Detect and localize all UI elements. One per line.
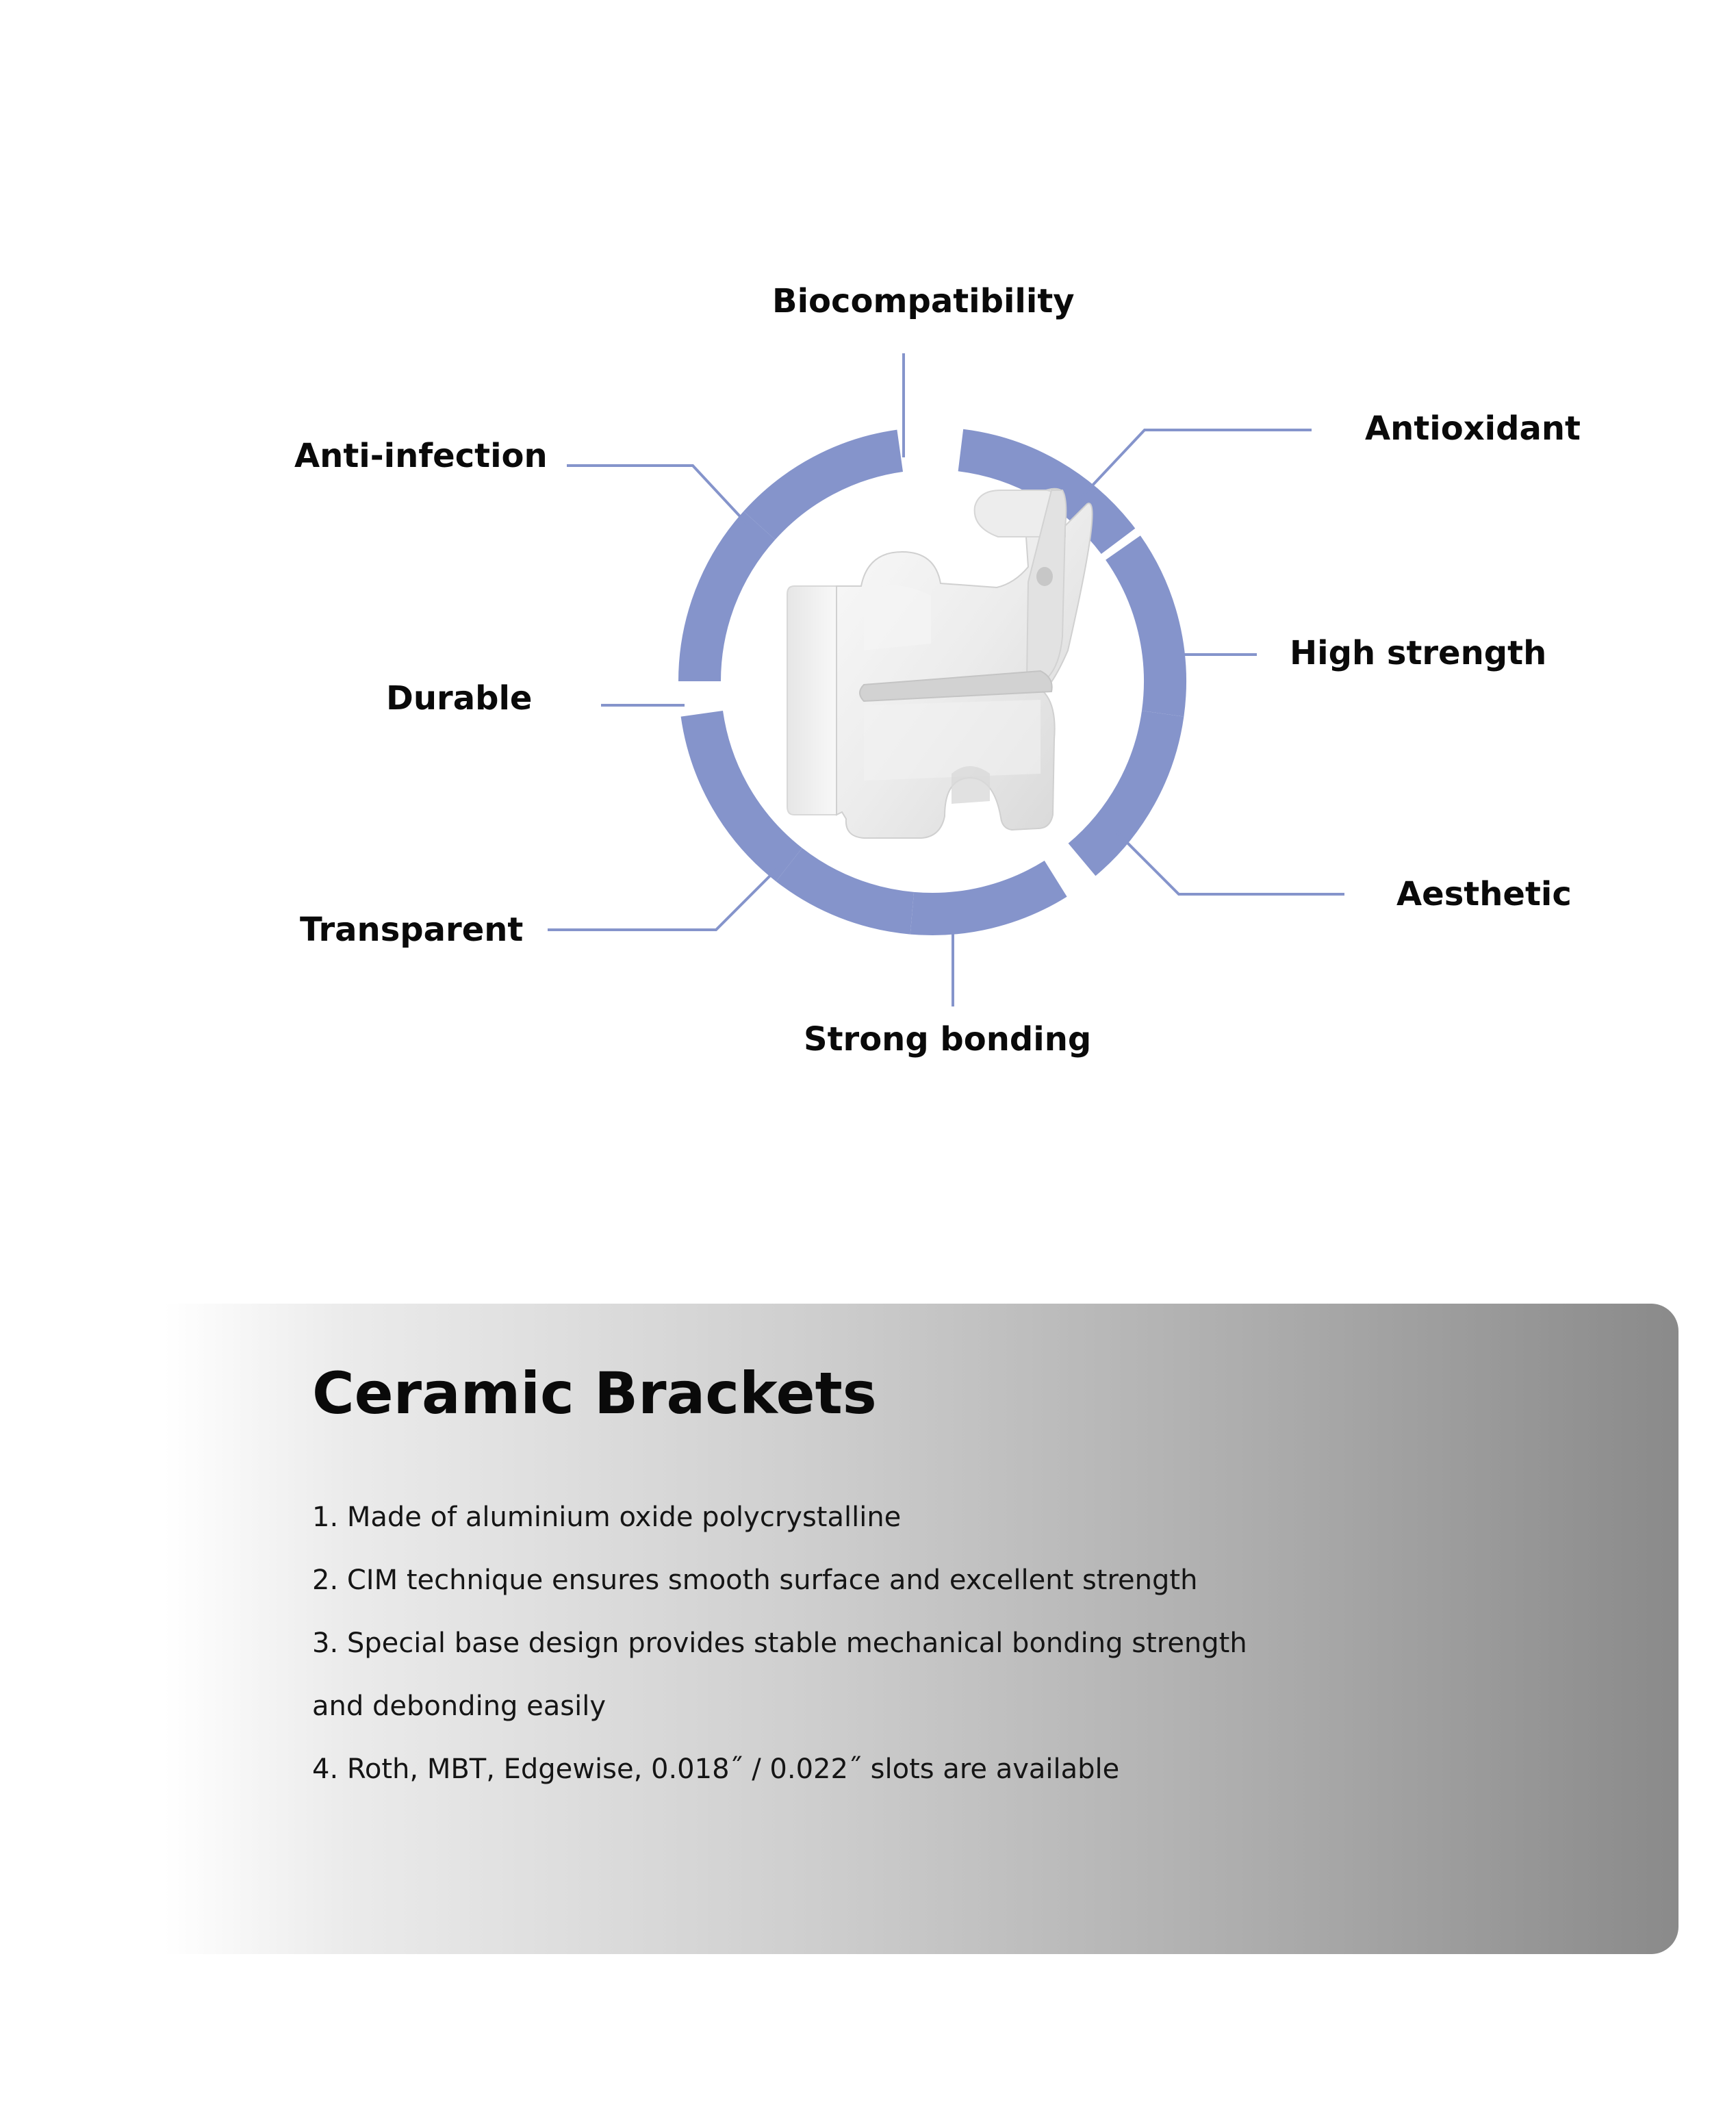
ring-segment-aesthetic-strong-bonding	[912, 878, 1056, 914]
spec-line: 2. CIM technique ensures smooth surface and excellent strength	[312, 1565, 1198, 1596]
feature-label-anti-infection: Anti-infection	[294, 437, 548, 475]
feature-label-aesthetic: Aesthetic	[1396, 875, 1572, 913]
ring-segment-strong-bonding-transparent	[789, 865, 912, 913]
ring-segment-transparent-durable	[702, 713, 789, 865]
leader-line-aesthetic	[1116, 831, 1344, 894]
feature-label-strong-bonding: Strong bonding	[804, 1020, 1092, 1059]
product-title: Ceramic Brackets	[312, 1360, 877, 1427]
leader-line-antioxidant	[1079, 430, 1312, 500]
feature-label-biocompatibility: Biocompatibility	[772, 282, 1075, 320]
ring-segment-antioxidant-high-strength	[1123, 548, 1166, 713]
leader-line-anti-infection	[567, 466, 748, 524]
spec-line: 4. Roth, MBT, Edgewise, 0.018˝ / 0.022˝ slots are available	[312, 1753, 1120, 1785]
ceramic-bracket-image	[787, 489, 1093, 838]
feature-label-durable: Durable	[386, 679, 533, 718]
feature-label-transparent: Transparent	[300, 911, 524, 949]
ring-segment-anti-infection-biocompatibility	[759, 451, 899, 525]
ring-segment-durable-anti-infection	[700, 526, 759, 682]
product-spec-list	[312, 1486, 1247, 1801]
feature-label-high-strength: High strength	[1290, 634, 1547, 672]
leader-line-transparent	[548, 868, 778, 930]
spec-line: and debonding easily	[312, 1690, 607, 1722]
spec-line: 3. Special base design provides stable mechanical bonding strength	[312, 1627, 1247, 1659]
feature-label-antioxidant: Antioxidant	[1365, 409, 1581, 448]
spec-line: 1. Made of aluminium oxide polycrystalline	[312, 1502, 902, 1533]
